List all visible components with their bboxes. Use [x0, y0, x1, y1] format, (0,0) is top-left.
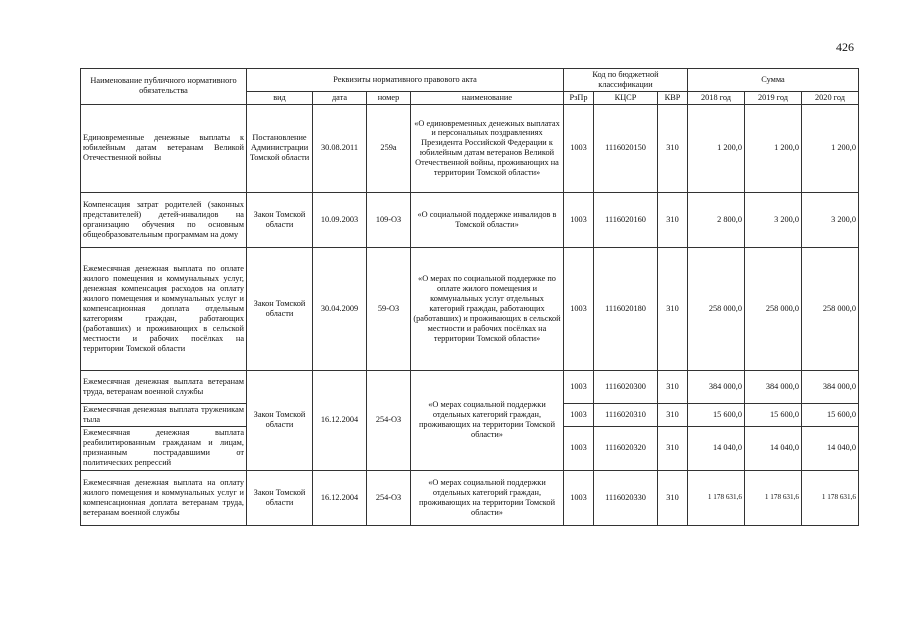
row-2018: 14 040,0	[688, 426, 745, 470]
header-kcsr: КЦСР	[594, 91, 658, 104]
row-2020: 1 200,0	[802, 104, 859, 192]
header-obligation: Наименование публичного нормативного обязательства	[81, 69, 247, 105]
row-title: «О мерах социальной поддержки отдельных категорий граждан, проживающих на территории Томской области»	[411, 470, 564, 525]
header-2020: 2020 год	[802, 91, 859, 104]
row-kvr: 310	[658, 247, 688, 370]
header-number: номер	[367, 91, 411, 104]
page-number: 426	[836, 40, 854, 54]
row-kvr: 310	[658, 470, 688, 525]
row-kvr: 310	[658, 426, 688, 470]
row-kvr: 310	[658, 104, 688, 192]
table-row	[81, 104, 859, 192]
row-obligation: Ежемесячная денежная выплата реабилитированным гражданам и лицам, признанным пострадавшими от политических репрессий	[81, 426, 247, 470]
row-number: 59-ОЗ	[367, 247, 411, 370]
row-2019: 15 600,0	[745, 403, 802, 426]
row-kcsr: 1116020330	[594, 470, 658, 525]
header-date: дата	[313, 91, 367, 104]
header-act: Реквизиты нормативного правового акта	[247, 69, 564, 92]
row-obligation: Компенсация затрат родителей (законных представителей) детей-инвалидов на организацию обучения по основным общеобразовательным программам на дому	[81, 192, 247, 247]
obligations-table	[80, 68, 859, 526]
row-obligation: Ежемесячная денежная выплата на оплату жилого помещения и коммунальных услуг и компенсационная доплата ветеранам труда, ветеранам военной службы	[81, 470, 247, 525]
row-2019: 384 000,0	[745, 370, 802, 403]
row-obligation: Единовременные денежные выплаты к юбилейным датам ветеранам Великой Отечественной войны	[81, 104, 247, 192]
row-2020: 1 178 631,6	[802, 470, 859, 525]
row-kcsr: 1116020310	[594, 403, 658, 426]
row-kcsr: 1116020160	[594, 192, 658, 247]
group-number: 254-ОЗ	[367, 370, 411, 470]
row-2018: 1 178 631,6	[688, 470, 745, 525]
row-date: 30.08.2011	[313, 104, 367, 192]
row-2019: 1 200,0	[745, 104, 802, 192]
row-obligation: Ежемесячная денежная выплата ветеранам труда, ветеранам военной службы	[81, 370, 247, 403]
row-number: 109-ОЗ	[367, 192, 411, 247]
row-kcsr: 1116020320	[594, 426, 658, 470]
header-kvr: КВР	[658, 91, 688, 104]
row-rzpr: 1003	[564, 426, 594, 470]
table-row	[81, 247, 859, 370]
row-kind: Закон Томской области	[247, 192, 313, 247]
row-2020: 258 000,0	[802, 247, 859, 370]
row-obligation: Ежемесячная денежная выплата по оплате жилого помещения и коммунальных услуг, денежная компенсация расходов на оплату жилого помещения и коммунальных услуг и компенсационная доплата отдельным категориям граждан, работающих (работавших) и проживающих в сельской местности и рабочих посёлках на территории Томской области	[81, 247, 247, 370]
header-2018: 2018 год	[688, 91, 745, 104]
row-2019: 3 200,0	[745, 192, 802, 247]
row-title: «О единовременных денежных выплатах и персональных поздравлениях Президента Российской Федерации к юбилейным датам ветеранов Великой Отечественной войны, проживающих на территории Томской области»	[411, 104, 564, 192]
header-kind: вид	[247, 91, 313, 104]
row-date: 16.12.2004	[313, 470, 367, 525]
row-obligation: Ежемесячная денежная выплата труженикам тыла	[81, 403, 247, 426]
row-rzpr: 1003	[564, 247, 594, 370]
row-kcsr: 1116020180	[594, 247, 658, 370]
row-rzpr: 1003	[564, 470, 594, 525]
row-kind: Постановление Администрации Томской области	[247, 104, 313, 192]
row-kvr: 310	[658, 192, 688, 247]
row-rzpr: 1003	[564, 370, 594, 403]
row-title: «О мерах по социальной поддержке по оплате жилого помещения и коммунальных услуг отдельных категорий граждан, работающих (работавших) и проживающих в сельской местности и рабочих посёлках на территории Томской области»	[411, 247, 564, 370]
row-kcsr: 1116020150	[594, 104, 658, 192]
row-rzpr: 1003	[564, 403, 594, 426]
row-2020: 14 040,0	[802, 426, 859, 470]
header-2019: 2019 год	[745, 91, 802, 104]
row-rzpr: 1003	[564, 192, 594, 247]
row-2019: 14 040,0	[745, 426, 802, 470]
row-2019: 1 178 631,6	[745, 470, 802, 525]
group-title: «О мерах социальной поддержки отдельных категорий граждан, проживающих на территории Томской области»	[411, 370, 564, 470]
row-2020: 384 000,0	[802, 370, 859, 403]
row-2018: 258 000,0	[688, 247, 745, 370]
row-number: 254-ОЗ	[367, 470, 411, 525]
row-rzpr: 1003	[564, 104, 594, 192]
group-date: 16.12.2004	[313, 370, 367, 470]
header-code: Код по бюджетной классификации	[564, 69, 688, 92]
header-rzpr: РзПр	[564, 91, 594, 104]
row-kcsr: 1116020300	[594, 370, 658, 403]
row-kvr: 310	[658, 403, 688, 426]
row-2018: 2 800,0	[688, 192, 745, 247]
row-2018: 384 000,0	[688, 370, 745, 403]
row-number: 259а	[367, 104, 411, 192]
row-2020: 15 600,0	[802, 403, 859, 426]
row-title: «О социальной поддержке инвалидов в Томской области»	[411, 192, 564, 247]
group-kind: Закон Томской области	[247, 370, 313, 470]
header-sum: Сумма	[688, 69, 859, 92]
row-2020: 3 200,0	[802, 192, 859, 247]
row-kvr: 310	[658, 370, 688, 403]
row-date: 30.04.2009	[313, 247, 367, 370]
table-row	[81, 370, 859, 403]
row-2018: 15 600,0	[688, 403, 745, 426]
row-2018: 1 200,0	[688, 104, 745, 192]
table-row	[81, 470, 859, 525]
table-row	[81, 192, 859, 247]
row-date: 10.09.2003	[313, 192, 367, 247]
header-title: наименование	[411, 91, 564, 104]
row-kind: Закон Томской области	[247, 247, 313, 370]
row-kind: Закон Томской области	[247, 470, 313, 525]
row-2019: 258 000,0	[745, 247, 802, 370]
